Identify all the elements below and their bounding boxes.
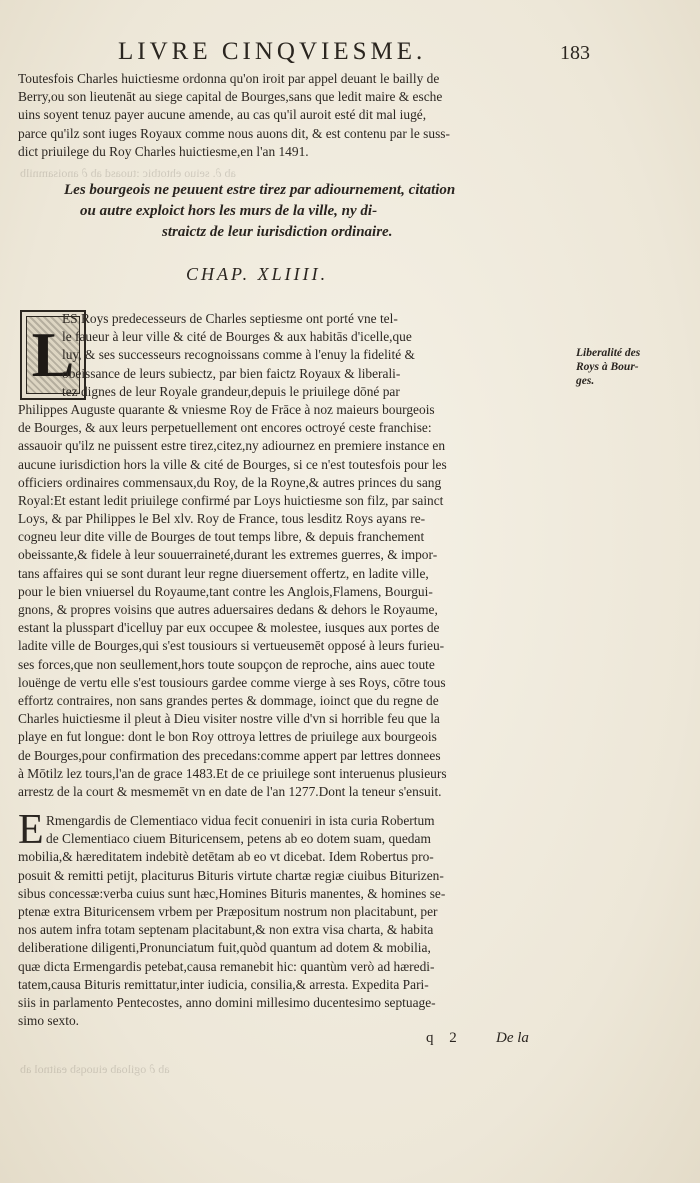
text-line: tez dignes de leur Royale grandeur,depuis le priuilege dōné par — [62, 383, 400, 399]
text-line: de Clementiaco ciuem Bituricensem, petens ab eo dotem suam, quedam — [46, 831, 431, 847]
text-line: obeissance de leurs subiectz, par bien faictz Royaux & liberali- — [62, 365, 401, 381]
paragraph-opening — [18, 70, 548, 161]
text-line: dict priuilege du Roy Charles huictiesme,en l'an 1491. — [18, 143, 309, 159]
text-line: Rmengardis de Clementiaco vidua fecit conueniri in ista curia Robertum — [46, 813, 435, 828]
page-header — [0, 38, 700, 72]
margin-note-line: ges. — [576, 375, 595, 387]
text-line: tatem,causa Bituris remittatur,inter iudicia, consilia,& arresta. Expedita Pari- — [18, 976, 429, 992]
margin-note — [576, 346, 686, 388]
drop-cap-letter: L — [31, 319, 75, 390]
running-head: LIVRE CINQVIESME. — [118, 38, 427, 65]
paragraph-main — [18, 310, 548, 801]
page-footer — [0, 1030, 700, 1054]
chapter-heading — [60, 180, 560, 243]
heading-line: straictz de leur iurisdiction ordinaire. — [162, 224, 393, 240]
signature-mark: q 2 — [426, 1030, 463, 1046]
text-line: effortz contraires, non sans grandes pertes & dommage, ioinct que du regne de — [18, 692, 439, 708]
text-line: obeissante,& fidele à leur souuerraineté,durant les extremes guerres, & impor- — [18, 547, 438, 563]
text-line: louënge de vertu elle s'est tousiours gardee comme vierge à ses Roys, cōtre tous — [18, 674, 446, 690]
text-line: quæ dicta Ermengardis petebat,causa remanebit hic: quantùm verò ad hæredi- — [18, 958, 435, 974]
text-line: Berry,ou son lieutenāt au siege capital de Bourges,sans que ledit maire & esche — [18, 89, 443, 105]
text-line: aucune iurisdiction hors la ville & cité de Bourges, si ce n'est toutesfois pour les — [18, 456, 447, 472]
text-line: de Bourges, & aux leurs perpetuellement ont encores octroyé ceste franchise: — [18, 420, 432, 436]
text-line: ES Roys predecesseurs de Charles septiesme ont porté vne tel- — [62, 311, 398, 326]
text-line: Royal:Et estant ledit priuilege confirmé par Loys huictiesme son filz, par sainct — [18, 492, 444, 508]
text-line: uins soyent tenuz payer aucune amende, au cas qu'il auroit esté dit mal iugé, — [18, 107, 427, 123]
text-line: nos autem infra totam septenam placitabunt,& non extra visa charta, & habita — [18, 922, 434, 938]
text-line: gnons, & propres voisins que autres aduersaires dedans & dehors le Royaume, — [18, 602, 438, 617]
text-line: officiers ordinaires commensaux,du Roy, de la Royne,& autres princes du sang — [18, 474, 442, 490]
text-line: luy, & ses successeurs recognoissans comme à l'enuy la fidelité & — [62, 347, 415, 363]
chapter-number: CHAP. XLIIII. — [186, 264, 329, 284]
text-line: assauoir qu'ilz ne puissent estre tirez,citez,ny adiournez en premiere instance en — [18, 438, 446, 454]
text-line: deliberatione diligenti,Pronunciatum fuit,quòd quantum ad dotem & mobilia, — [18, 940, 431, 956]
text-line: Loys, & par Philippes le Bel xlv. Roy de France, tous lesditz Roys ayans re- — [18, 511, 426, 527]
heading-line: Les bourgeois ne peuuent estre tirez par adiournement, citation — [64, 182, 456, 198]
initial-letter: E — [18, 807, 44, 853]
text-line: posuit & remitti petijt, placiturus Bituris virtute chartæ regiæ ciuibus Biturizen- — [18, 867, 444, 883]
text-line: cogneu leur dite ville de Bourges de tout temps libre, & depuis franchement — [18, 529, 425, 545]
text-line: playe en fut longue: dont le bon Roy ottroya lettres de priuilege aux bourgeois — [18, 729, 437, 745]
text-line: mobilia,& hæreditatem indebitè detētam ab eo vt dicebat. Idem Robertus pro- — [18, 849, 434, 865]
text-line: estant la plusspart d'icelluy par eux occupee & molestee, iusques aux portes de — [18, 620, 440, 636]
text-line: arrestz de la court & mesmemēt vn en date de l'an 1277.Dont la teneur s'ensuit. — [18, 783, 442, 799]
text-line: à Mōtilz lez tours,l'an de grace 1483.Et de ce priuilege sont interuenus plusieurs — [18, 765, 447, 781]
text-line: ladite ville de Bourges,qui s'est tousiours si vertueusemēt opposé à leurs furieu- — [18, 638, 445, 654]
text-line: parce qu'ilz sont iuges Royaux comme nous auons dit, & est contenu par le suss- — [18, 125, 450, 141]
text-line: tans affaires qui se sont durant leur regne diuersement offertz, en ladite ville, — [18, 565, 429, 581]
text-line: de Bourges,pour confirmation des precedans:comme appert par lettres donnees — [18, 747, 441, 763]
text-line: le faueur à leur ville & cité de Bourges & aux habitās d'icelle,que — [62, 329, 412, 345]
text-line: Philippes Auguste quarante & vniesme Roy de Frāce à noz maieurs bourgeois — [18, 401, 435, 417]
bleed-through-text: ab ∂ ogiloab eiuoqsb eaitnol ab — [20, 1062, 170, 1076]
heading-line: ou autre exploict hors les murs de la ville, ny di- — [80, 203, 378, 219]
text-line: Toutesfois Charles huictiesme ordonna qu'on iroit par appel deuant le bailly de — [18, 71, 440, 86]
catchword: De la — [496, 1030, 529, 1046]
text-line: simo sexto. — [18, 1013, 80, 1029]
margin-note-line: Roys à Bour- — [576, 361, 639, 373]
text-line: pour le bien vniuersel du Royaume,tant contre les Anglois,Flamens, Bourgui- — [18, 583, 433, 599]
text-line: ses forces,que non seullement,hors toute soupçon de reproche, ains auec toute — [18, 656, 435, 672]
bleed-through-text: ab ∂. seiuo ehtotbic :tuoasd ab ∂ anoisamnilb — [20, 166, 236, 180]
text-line: sibus concessæ:verba cuius sunt hæc,Homines Bituris manentes, & homines se- — [18, 885, 446, 901]
paragraph-latin — [18, 807, 548, 1030]
text-line: ptenæ extra Bituricensem vrbem per Præpositum nostrum non placitabunt, per — [18, 903, 438, 919]
text-line: Charles huictiesme il pleut à Dieu visiter nostre ville d'vn si horrible feu que la — [18, 711, 440, 727]
margin-note-line: Liberalité des — [576, 347, 641, 359]
text-line: siis in parlamento Pentecostes, anno domini millesimo ducentesimo septuage- — [18, 994, 436, 1010]
page-number: 183 — [560, 42, 590, 64]
